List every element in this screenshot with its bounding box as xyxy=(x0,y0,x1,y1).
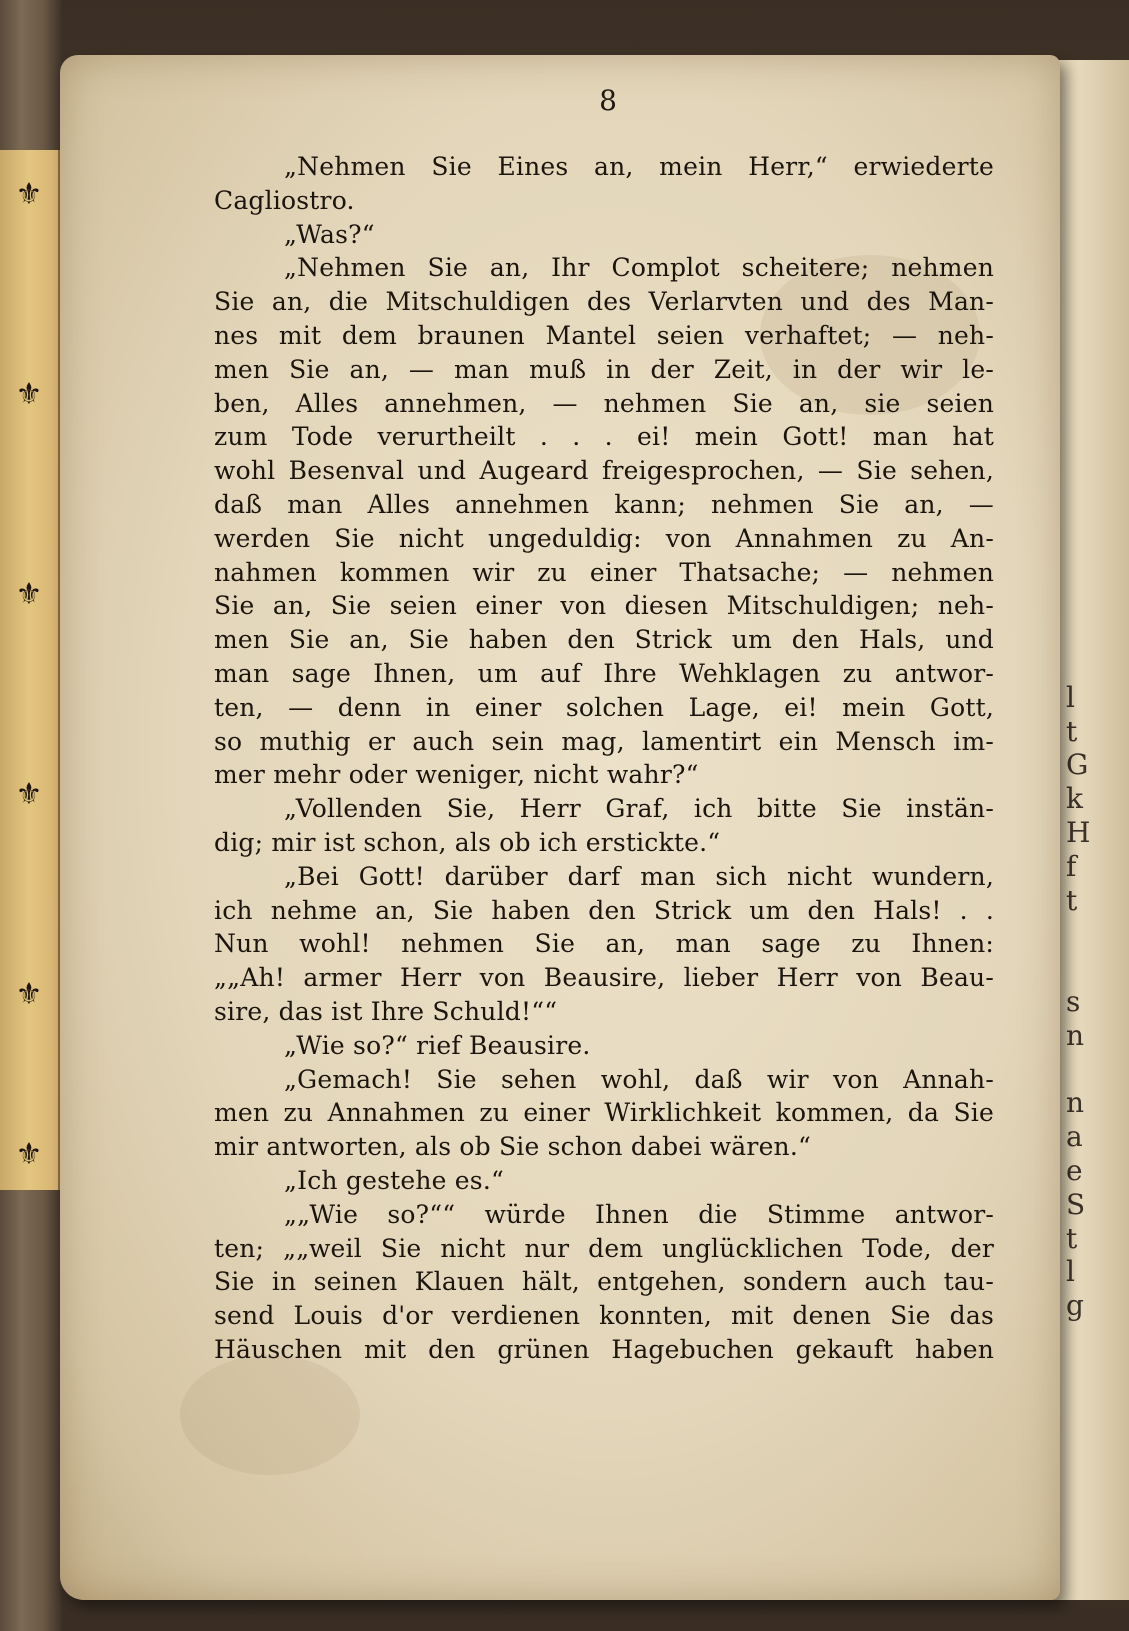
text-line: zum Tode verurtheilt . . . ei! mein Gott! man hat xyxy=(214,422,994,452)
adjacent-letter: s xyxy=(1066,984,1081,1018)
text-line: man sage Ihnen, um auf Ihre Wehklagen zu antwor- xyxy=(214,658,994,688)
adjacent-letter xyxy=(1066,647,1126,681)
text-line: „„Ah! armer Herr von Beausire, lieber Herr von Beau- xyxy=(214,963,994,993)
text-line: Häuschen mit den grünen Hagebuchen gekauft haben xyxy=(214,1334,994,1364)
text-line: Sie in seinen Klauen hält, entgehen, sondern auch tau- xyxy=(214,1267,994,1297)
text-line: „Was?“ xyxy=(284,219,375,249)
adjacent-letter: l xyxy=(1066,680,1075,714)
text-line: daß man Alles annehmen kann; nehmen Sie an, — xyxy=(214,489,994,519)
text-line: werden Sie nicht ungeduldig: von Annahmen zu An- xyxy=(214,523,994,553)
adjacent-letter: a xyxy=(1066,1120,1083,1154)
spine-ornament-icon: ⚜ xyxy=(15,777,43,812)
spine-ornament-icon: ⚜ xyxy=(15,577,43,612)
text-line: „„Wie so?““ würde Ihnen die Stimme antwor- xyxy=(284,1199,994,1229)
adjacent-letter: S xyxy=(1066,1187,1086,1221)
text-line: send Louis d'or verdienen konnten, mit denen Sie das xyxy=(214,1301,994,1331)
spine-decoration xyxy=(0,150,60,1190)
adjacent-letter: G xyxy=(1066,748,1089,782)
text-line: mer mehr oder weniger, nicht wahr?“ xyxy=(214,760,699,790)
text-line: men Sie an, Sie haben den Strick um den Hals, und xyxy=(214,625,994,655)
text-line: sire, das ist Ihre Schuld!““ xyxy=(214,996,558,1026)
text-line: „Ich gestehe es.“ xyxy=(284,1165,504,1195)
adjacent-letter: k xyxy=(1066,782,1083,816)
adjacent-letter xyxy=(1066,208,1126,242)
adjacent-letter: g xyxy=(1066,1289,1084,1323)
adjacent-letter: t xyxy=(1066,1221,1078,1255)
text-line: dig; mir ist schon, als ob ich erstickte.“ xyxy=(214,827,721,857)
adjacent-letter xyxy=(1066,309,1126,343)
adjacent-letter: l xyxy=(1066,1255,1075,1289)
adjacent-letter xyxy=(1066,444,1126,478)
paper-stain xyxy=(180,1355,360,1475)
spine-ornament-icon: ⚜ xyxy=(15,977,43,1012)
adjacent-letter xyxy=(1066,512,1126,546)
adjacent-letter xyxy=(1066,579,1126,613)
page-number: 8 xyxy=(599,84,617,117)
text-line: „Nehmen Sie an, Ihr Complot scheitere; nehmen xyxy=(284,253,994,283)
text-line: mir antworten, als ob Sie schon dabei wären.“ xyxy=(214,1132,811,1162)
text-line: Cagliostro. xyxy=(214,185,355,215)
text-line: „Nehmen Sie Eines an, mein Herr,“ erwiederte xyxy=(284,152,994,181)
text-line: nes mit dem braunen Mantel seien verhaftet; — neh- xyxy=(214,320,994,350)
text-line: „Vollenden Sie, Herr Graf, ich bitte Sie instän- xyxy=(284,794,994,824)
text-line: ich nehme an, Sie haben den Strick um den Hals! . . xyxy=(214,895,994,925)
adjacent-letter xyxy=(1066,275,1126,309)
text-line: men Sie an, — man muß in der Zeit, in der wir le- xyxy=(214,354,994,384)
adjacent-letter xyxy=(1066,613,1126,647)
text-line: „Wie so?“ rief Beausire. xyxy=(284,1030,591,1060)
adjacent-letter xyxy=(1066,377,1126,411)
adjacent-letter: f xyxy=(1066,849,1077,883)
adjacent-letter xyxy=(1066,140,1126,174)
text-line: ben, Alles annehmen, — nehmen Sie an, sie seien xyxy=(214,388,994,418)
adjacent-letter: H xyxy=(1066,815,1091,849)
adjacent-letter xyxy=(1066,410,1126,444)
text-line: „Gemach! Sie sehen wohl, daß wir von Annah- xyxy=(284,1064,994,1094)
adjacent-letter: t xyxy=(1066,883,1078,917)
text-line: „Bei Gott! darüber darf man sich nicht wundern, xyxy=(284,861,994,891)
adjacent-letter xyxy=(1066,1053,1126,1087)
adjacent-page-fragment xyxy=(1066,140,1126,1323)
text-line: so muthig er auch sein mag, lamentirt ein Mensch im- xyxy=(214,726,994,756)
adjacent-letter xyxy=(1066,241,1126,275)
adjacent-letter xyxy=(1066,951,1126,985)
text-line: Sie an, die Mitschuldigen des Verlarvten und des Man- xyxy=(214,287,994,317)
adjacent-letter: t xyxy=(1066,714,1078,748)
text-line: wohl Besenval und Augeard freigesprochen, — Sie sehen, xyxy=(214,456,994,486)
adjacent-letter xyxy=(1066,478,1126,512)
page-text xyxy=(214,150,994,1367)
adjacent-letter: e xyxy=(1066,1153,1083,1187)
text-line: ten; „„weil Sie nicht nur dem unglücklichen Tode, der xyxy=(214,1233,994,1263)
adjacent-letter xyxy=(1066,546,1126,580)
text-line: Nun wohl! nehmen Sie an, man sage zu Ihnen: xyxy=(214,929,994,959)
spine-ornament-icon: ⚜ xyxy=(15,377,43,412)
adjacent-letter xyxy=(1066,174,1126,208)
text-line: ten, — denn in einer solchen Lage, ei! mein Gott, xyxy=(214,692,994,722)
spine-ornament-icon: ⚜ xyxy=(15,177,43,212)
adjacent-letter: n xyxy=(1066,1086,1085,1120)
text-line: men zu Annahmen zu einer Wirklichkeit kommen, da Sie xyxy=(214,1098,994,1128)
adjacent-letter xyxy=(1066,917,1126,951)
text-line: nahmen kommen wir zu einer Thatsache; — nehmen xyxy=(214,557,994,587)
adjacent-letter: n xyxy=(1066,1018,1085,1052)
text-line: Sie an, Sie seien einer von diesen Mitschuldigen; neh- xyxy=(214,591,994,621)
spine-ornament-icon: ⚜ xyxy=(15,1137,43,1172)
adjacent-letter xyxy=(1066,343,1126,377)
